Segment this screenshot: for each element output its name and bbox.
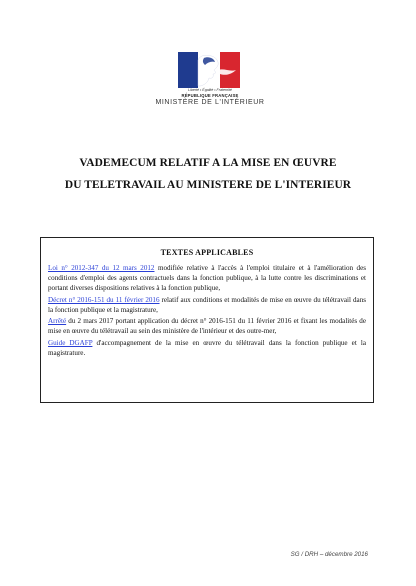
document-title — [30, 152, 386, 196]
title-line-1: VADEMECUM RELATIF A LA MISE EN ŒUVRE — [79, 157, 337, 169]
text-item — [48, 295, 366, 315]
text-item-link[interactable]: Guide DGAFP — [48, 338, 93, 347]
text-item-description: modifiée relative à l'accès à l'emploi titulaire et à l'amélioration des conditions d'emploi des agents contractuels dans la fonction publique, à la lutte contre les discriminations et portant diverses dispositions relatives à la fonction publique, — [48, 264, 366, 292]
text-item — [48, 263, 366, 293]
title-line-2: DU TELETRAVAIL AU MINISTERE DE L'INTERIEUR — [64, 179, 352, 191]
text-item-description: relatif aux conditions et modalités de mise en œuvre du télétravail dans la fonction publique et la magistrature, — [48, 295, 366, 314]
text-item — [48, 338, 366, 358]
republic-text: RÉPUBLIQUE FRANÇAISE — [181, 93, 239, 98]
marianne-flag-icon — [178, 52, 240, 88]
text-item-link[interactable]: Décret n° 2016-151 du 11 février 2016 — [48, 295, 160, 304]
footer-reference: SG / DRH – décembre 2016 — [290, 551, 368, 558]
box-heading: TEXTES APPLICABLES — [160, 248, 254, 257]
ministry-name: MINISTÈRE DE L'INTÉRIEUR — [155, 99, 265, 106]
text-item — [48, 316, 366, 336]
motto-text: Liberté • Égalité • Fraternité — [188, 88, 232, 92]
text-item-description: d'accompagnement de la mise en œuvre du télétravail dans la fonction publique et la magistrature. — [48, 338, 366, 357]
applicable-texts-box — [40, 237, 374, 403]
text-item-link[interactable]: Arrêté — [48, 317, 67, 325]
text-item-description: du 2 mars 2017 portant application du décret n° 2016-151 du 11 février 2016 et fixant les modalités de mise en œuvre du télétravail au sein des ministère de l'intérieur et des outre-mer, — [48, 317, 366, 335]
text-item-link[interactable]: Loi n° 2012-347 du 12 mars 2012 — [48, 264, 155, 272]
